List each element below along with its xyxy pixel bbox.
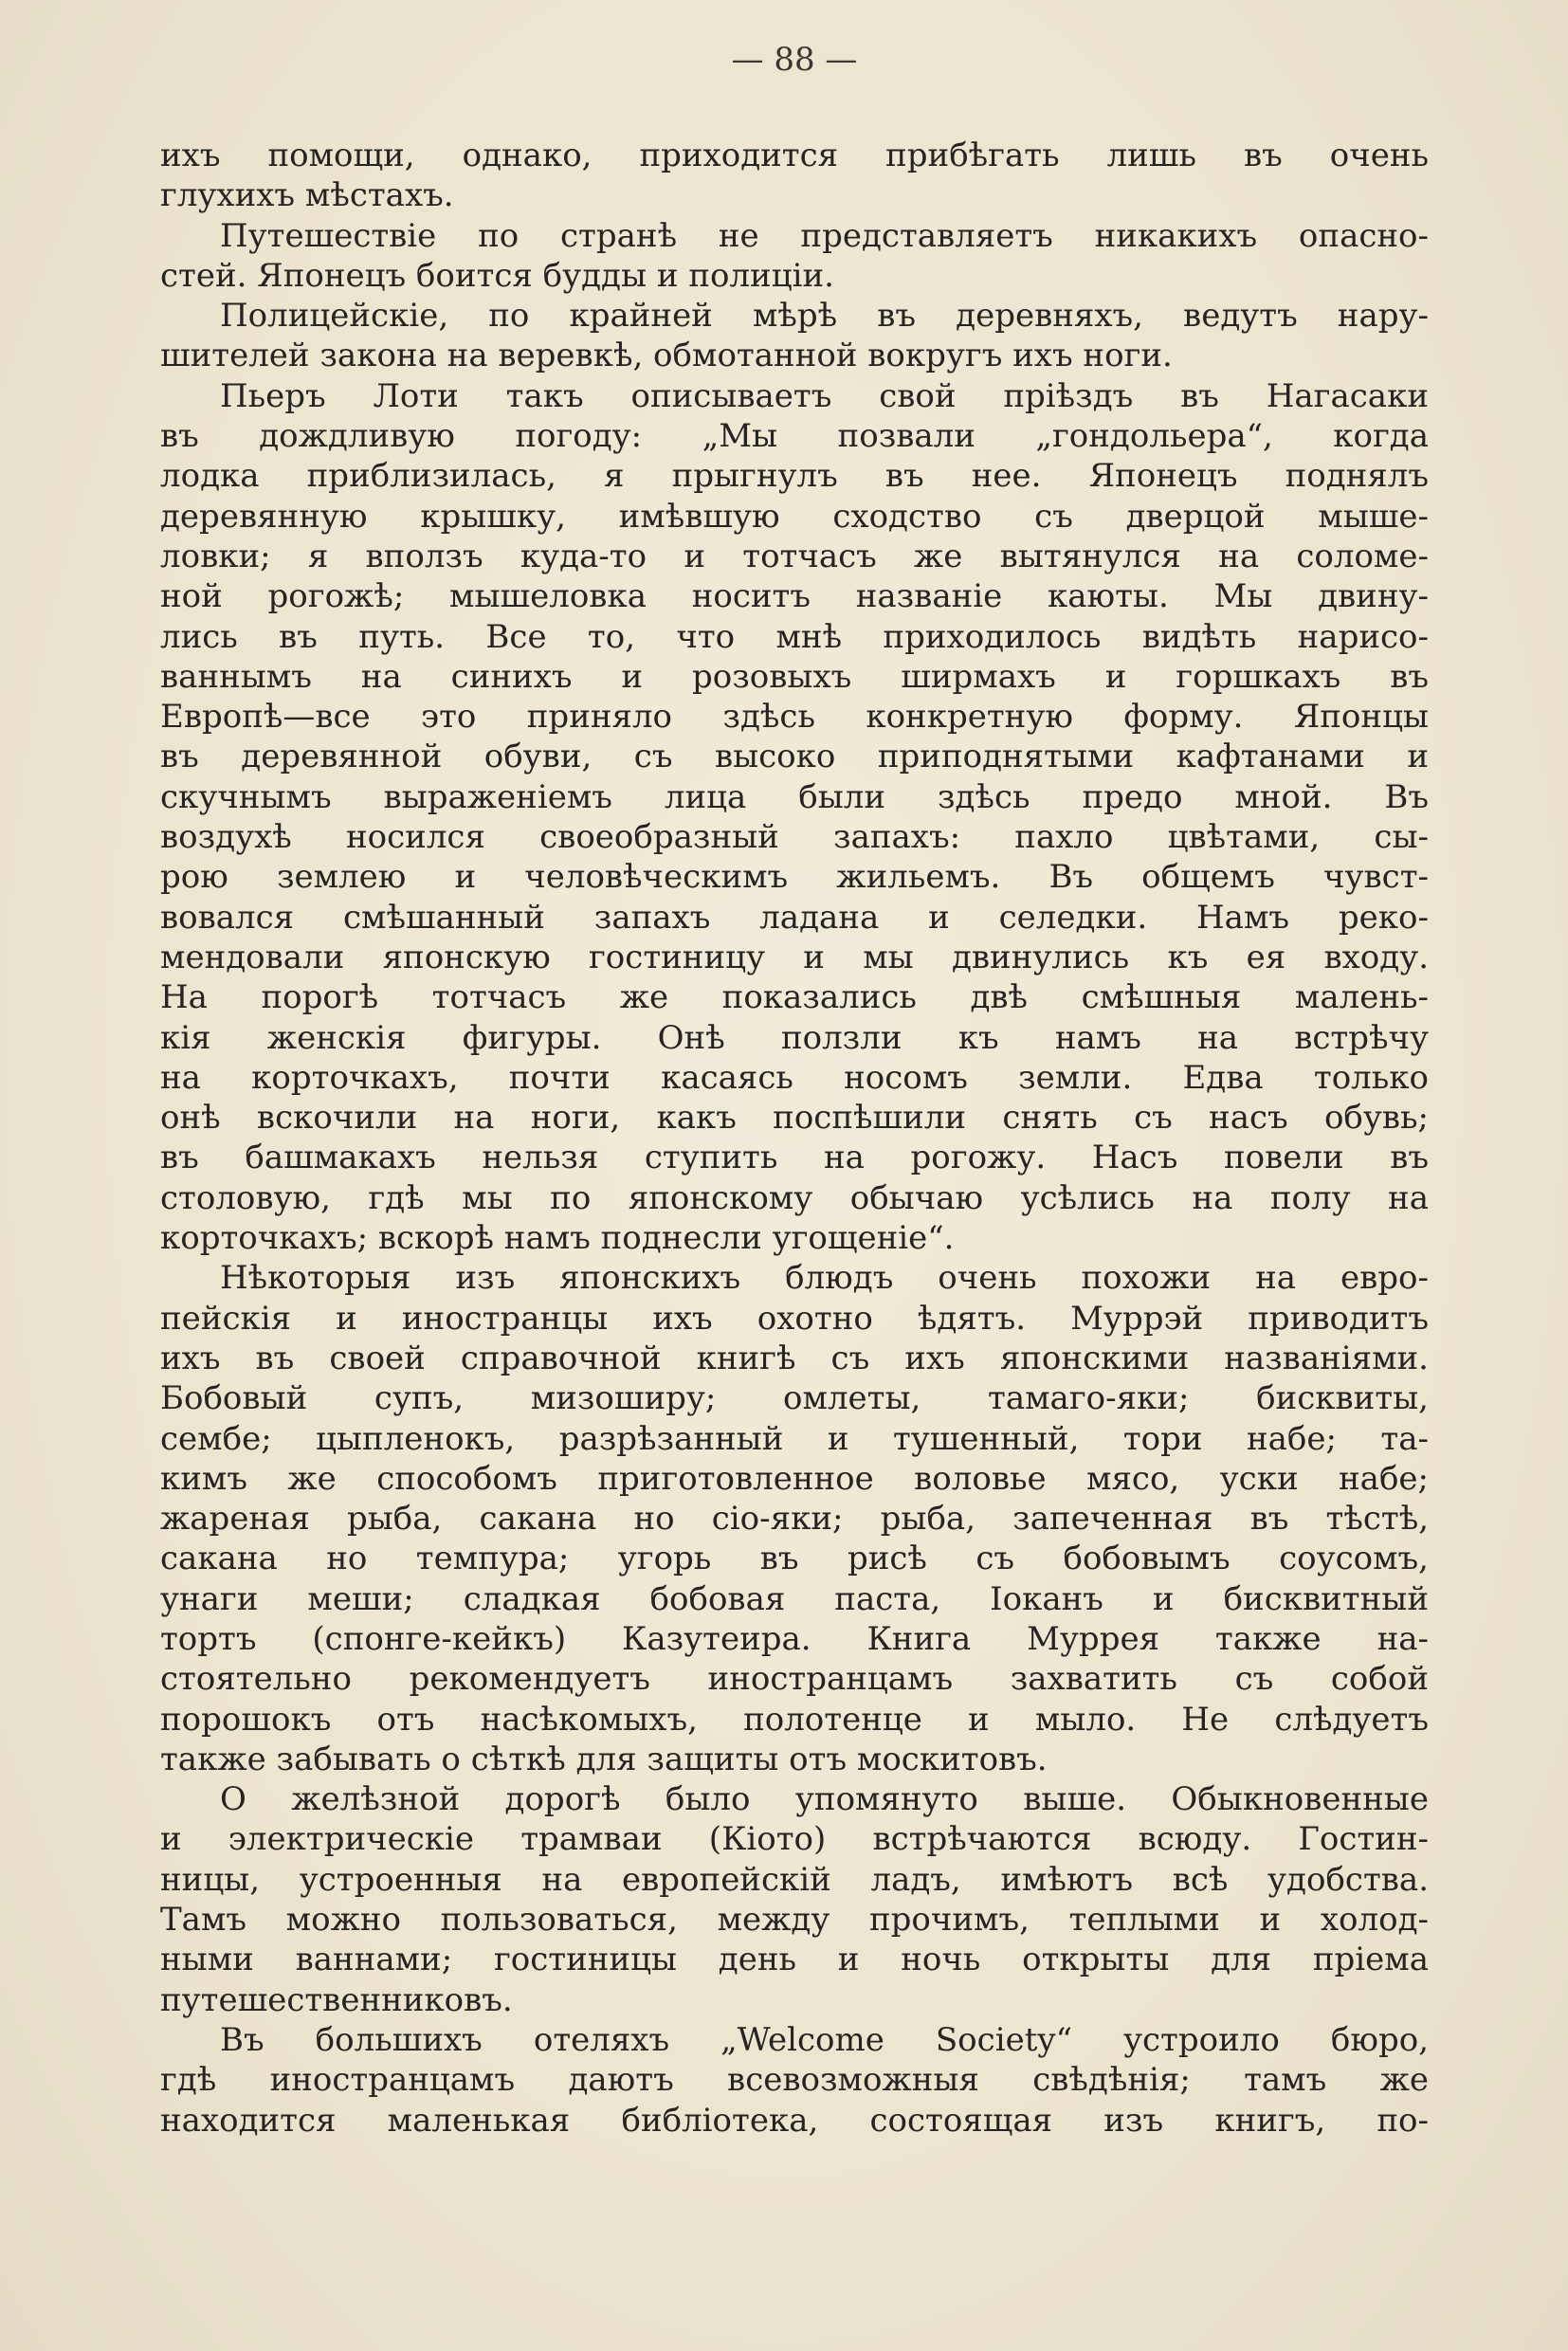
text-line: О желѣзной дорогѣ было упомянуто выше. Обыкновенные [220,1780,1429,1819]
text-line: кія женскія фигуры. Онѣ ползли къ намъ на встрѣчу [160,1018,1429,1057]
page-number: — 88 — [731,41,858,79]
text-line: и электрическіе трамваи (Кіото) встрѣчаются всюду. Гостин- [160,1820,1429,1859]
text-line: тортъ (спонге-кейкъ) Казутеира. Книга Муррея также на- [160,1619,1429,1658]
text-line: ной рогожѣ; мышеловка носитъ названіе каюты. Мы двину- [160,577,1429,616]
text-line: жареная рыба, сакана но сіо-яки; рыба, запеченная въ тѣстѣ, [160,1500,1429,1539]
text-line: на корточкахъ, почти касаясь носомъ земли. Едва только [160,1058,1429,1097]
text-line: ницы, устроенныя на европейскій ладъ, имѣютъ всѣ удобства. [160,1860,1429,1899]
text-line: находится маленькая библіотека, состоящая изъ книгъ, по- [160,2101,1429,2140]
text-line: пейскія и иностранцы ихъ охотно ѣдятъ. Муррэй приводитъ [160,1299,1429,1338]
text-line: ихъ въ своей справочной книгѣ съ ихъ японскими названіями. [160,1339,1429,1377]
text-line: Бобовый супъ, мизоширу; омлеты, тамаго-яки; бисквиты, [160,1379,1429,1418]
text-line: лодка приблизилась, я прыгнулъ въ нее. Японецъ поднялъ [160,457,1429,496]
text-line: унаги меши; сладкая бобовая паста, Іоканъ и бисквитный [160,1579,1429,1618]
text-line: глухихъ мѣстахъ. [160,176,454,215]
text-line: также забывать о сѣткѣ для защиты отъ москитовъ. [160,1740,1048,1778]
text-line: порошокъ отъ насѣкомыхъ, полотенце и мыло. Не слѣдуетъ [160,1700,1429,1739]
text-line: ловки; я вползъ куда-то и тотчасъ же вытянулся на соломе- [160,537,1429,575]
text-line: воздухѣ носился своеобразный запахъ: пахло цвѣтами, сы- [160,818,1429,857]
text-line: Въ большихъ отеляхъ „Welcome Society“ устроило бюро, [220,2020,1429,2059]
text-line: ными ваннами; гостиницы день и ночь открыты для пріема [160,1941,1429,1979]
text-line: сембе; цыпленокъ, разрѣзанный и тушенный, тори набе; та- [160,1419,1429,1458]
text-line: рою землею и человѣческимъ жильемъ. Въ общемъ чувст- [160,858,1429,897]
text-line: онѣ вскочили на ноги, какъ поспѣшили снять съ насъ обувь; [160,1099,1429,1138]
text-line: Путешествіе по странѣ не представляетъ никакихъ опасно- [220,216,1429,255]
text-line: деревянную крышку, имѣвшую сходство съ дверцой мыше- [160,497,1429,536]
text-line: сакана но темпура; угорь въ рисѣ съ бобовымъ соусомъ, [160,1540,1429,1578]
body-text [160,136,1429,2141]
text-line: Нѣкоторыя изъ японскихъ блюдъ очень похожи на евро- [220,1259,1429,1298]
text-line: лись въ путь. Все то, что мнѣ приходилось видѣть нарисо- [160,617,1429,656]
text-line: Тамъ можно пользоваться, между прочимъ, теплыми и холод- [160,1901,1429,1940]
text-line: стоятельно рекомендуетъ иностранцамъ захватить съ собой [160,1660,1429,1699]
text-line: На порогѣ тотчасъ же показались двѣ смѣшныя малень- [160,978,1429,1017]
text-line: ихъ помощи, однако, приходится прибѣгать лишь въ очень [160,137,1429,174]
text-line: мендовали японскую гостиницу и мы двинулись къ ея входу. [160,938,1429,976]
text-line: ваннымъ на синихъ и розовыхъ ширмахъ и горшкахъ въ [160,657,1429,696]
text-line: въ дождливую погоду: „Мы позвали „гондольера“, когда [160,417,1429,456]
text-line: корточкахъ; вскорѣ намъ поднесли угощеніе“. [160,1219,955,1258]
text-line: Полицейскіе, по крайней мѣрѣ въ деревняхъ, ведутъ нару- [220,297,1429,336]
text-line: кимъ же способомъ приготовленное воловье мясо, уски набе; [160,1459,1429,1498]
text-line: путешественниковъ. [160,1980,513,2019]
text-line: Европѣ—все это приняло здѣсь конкретную форму. Японцы [160,698,1429,737]
text-line: стей. Японецъ боится будды и полиціи. [160,256,834,295]
text-line: въ башмакахъ нельзя ступить на рогожу. Насъ повели въ [160,1139,1429,1177]
text-line: шителей закона на веревкѣ, обмотанной вокругъ ихъ ноги. [160,337,1173,375]
text-line: гдѣ иностранцамъ даютъ всевозможныя свѣдѣнія; тамъ же [160,2061,1429,2100]
text-line: Пьеръ Лоти такъ описываетъ свой пріѣздъ въ Нагасаки [220,376,1429,415]
text-line: въ деревянной обуви, съ высоко приподнятыми кафтанами и [160,738,1429,776]
text-line: столовую, гдѣ мы по японскому обычаю усѣлись на полу на [160,1178,1429,1217]
text-line: скучнымъ выраженіемъ лица были здѣсь предо мной. Въ [160,777,1429,816]
text-line: вовался смѣшанный запахъ ладана и селедки. Намъ реко- [160,898,1429,937]
